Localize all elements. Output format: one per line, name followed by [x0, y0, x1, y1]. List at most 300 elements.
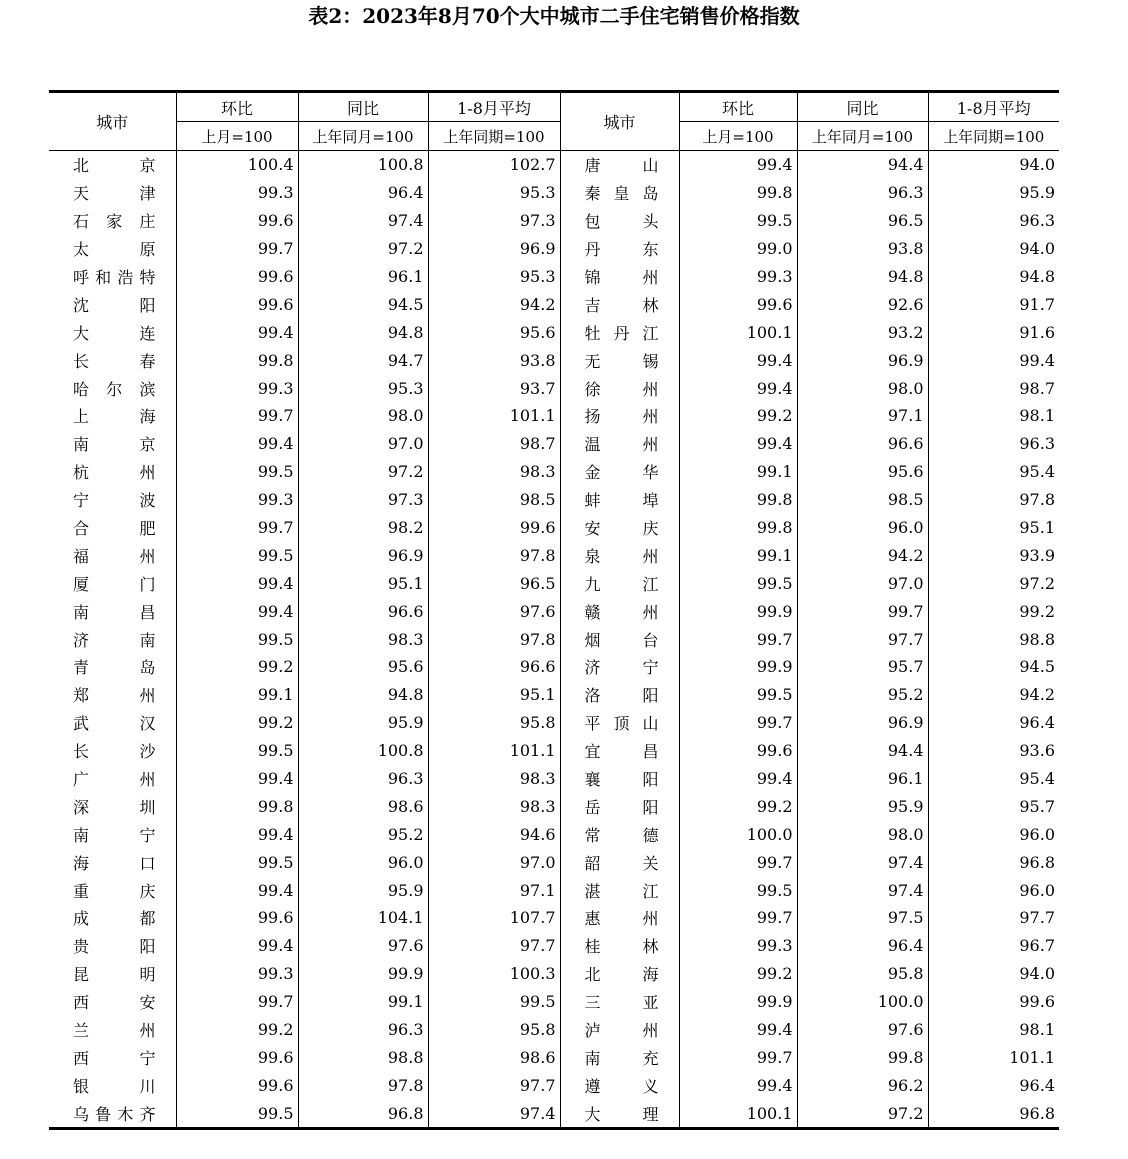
left-avg-cell: 95.3	[428, 263, 560, 291]
left-yoy-cell: 99.1	[298, 988, 428, 1016]
left-mom-cell: 99.5	[176, 458, 298, 486]
table-row	[49, 1099, 1059, 1128]
left-mom-cell: 99.2	[176, 1016, 298, 1044]
right-avg-cell: 96.3	[928, 430, 1059, 458]
right-yoy-cell: 96.5	[797, 207, 928, 235]
right-city-cell: 常 德	[560, 820, 679, 848]
table-row	[49, 318, 1059, 346]
left-mom-cell: 99.5	[176, 625, 298, 653]
table-row	[49, 235, 1059, 263]
right-avg-cell: 96.8	[928, 848, 1059, 876]
left-avg-cell: 98.7	[428, 430, 560, 458]
left-avg-cell: 97.8	[428, 541, 560, 569]
left-mom-cell: 99.5	[176, 541, 298, 569]
left-city-cell: 武 汉	[73, 714, 156, 734]
left-yoy-cell: 98.6	[298, 792, 428, 820]
subheader-avg-right: 上年同期=100	[928, 122, 1059, 151]
right-city-cell: 唐 山	[560, 151, 679, 179]
right-city-cell: 烟 台	[560, 625, 679, 653]
right-city-cell: 丹 东	[560, 235, 679, 263]
left-mom-cell: 99.6	[176, 290, 298, 318]
right-avg-cell: 94.2	[928, 681, 1059, 709]
left-yoy-cell: 97.2	[298, 458, 428, 486]
right-avg-cell: 95.4	[928, 765, 1059, 793]
left-city-cell: 昆 明	[73, 965, 156, 985]
right-mom-cell: 99.2	[679, 402, 797, 430]
right-avg-cell: 94.0	[928, 960, 1059, 988]
header-city-right: 城市	[560, 92, 679, 151]
right-yoy-cell: 98.0	[797, 374, 928, 402]
table-row	[49, 402, 1059, 430]
left-avg-cell: 101.1	[428, 402, 560, 430]
right-mom-cell: 99.6	[679, 737, 797, 765]
right-avg-cell: 96.4	[928, 709, 1059, 737]
right-yoy-cell: 94.4	[797, 737, 928, 765]
right-avg-cell: 96.7	[928, 932, 1059, 960]
left-avg-cell: 93.7	[428, 374, 560, 402]
left-city-cell: 宁 波	[73, 491, 156, 511]
left-mom-cell: 99.7	[176, 402, 298, 430]
table-row	[49, 290, 1059, 318]
left-yoy-cell: 97.2	[298, 235, 428, 263]
right-avg-cell: 91.7	[928, 290, 1059, 318]
right-avg-cell: 95.1	[928, 514, 1059, 542]
subheader-mom-right: 上月=100	[679, 122, 797, 151]
left-city-cell: 南 昌	[73, 602, 156, 622]
left-avg-cell: 96.9	[428, 235, 560, 263]
left-yoy-cell: 96.3	[298, 765, 428, 793]
right-avg-cell: 93.6	[928, 737, 1059, 765]
right-yoy-cell: 97.7	[797, 625, 928, 653]
right-yoy-cell: 96.1	[797, 765, 928, 793]
right-mom-cell: 100.1	[679, 318, 797, 346]
right-mom-cell: 99.9	[679, 653, 797, 681]
left-mom-cell: 99.3	[176, 486, 298, 514]
left-city-cell: 西 宁	[73, 1048, 156, 1068]
right-city-cell: 锦 州	[560, 263, 679, 291]
right-avg-cell: 97.8	[928, 486, 1059, 514]
right-yoy-cell: 95.2	[797, 681, 928, 709]
right-city-cell: 平顶山	[560, 709, 679, 737]
right-avg-cell: 99.6	[928, 988, 1059, 1016]
left-yoy-cell: 96.4	[298, 179, 428, 207]
left-yoy-cell: 100.8	[298, 737, 428, 765]
left-city-cell: 南 京	[73, 435, 156, 455]
left-yoy-cell: 95.1	[298, 569, 428, 597]
left-avg-cell: 97.1	[428, 876, 560, 904]
left-mom-cell: 99.8	[176, 346, 298, 374]
left-city-cell: 长 春	[73, 351, 156, 371]
right-city-cell: 温 州	[560, 430, 679, 458]
left-mom-cell: 99.7	[176, 514, 298, 542]
price-index-table	[49, 90, 1059, 1130]
table-row	[49, 486, 1059, 514]
right-city-cell: 洛 阳	[560, 681, 679, 709]
right-yoy-cell: 94.8	[797, 263, 928, 291]
table-row	[49, 625, 1059, 653]
left-avg-cell: 94.6	[428, 820, 560, 848]
left-avg-cell: 96.5	[428, 569, 560, 597]
right-mom-cell: 99.8	[679, 179, 797, 207]
left-city-cell: 深 圳	[73, 797, 156, 817]
left-mom-cell: 99.7	[176, 235, 298, 263]
right-yoy-cell: 97.1	[797, 402, 928, 430]
left-yoy-cell: 104.1	[298, 904, 428, 932]
left-avg-cell: 100.3	[428, 960, 560, 988]
left-yoy-cell: 94.5	[298, 290, 428, 318]
right-avg-cell: 96.8	[928, 1099, 1059, 1128]
right-avg-cell: 98.7	[928, 374, 1059, 402]
right-yoy-cell: 98.0	[797, 820, 928, 848]
right-avg-cell: 95.7	[928, 792, 1059, 820]
table-row	[49, 1071, 1059, 1099]
left-mom-cell: 99.4	[176, 597, 298, 625]
right-mom-cell: 99.4	[679, 765, 797, 793]
right-yoy-cell: 95.9	[797, 792, 928, 820]
table-row	[49, 263, 1059, 291]
table-row	[49, 207, 1059, 235]
right-mom-cell: 99.8	[679, 514, 797, 542]
right-mom-cell: 99.9	[679, 988, 797, 1016]
table-row	[49, 737, 1059, 765]
left-mom-cell: 99.4	[176, 876, 298, 904]
table-row	[49, 151, 1059, 179]
left-city-cell: 太 原	[73, 240, 156, 260]
left-mom-cell: 99.5	[176, 737, 298, 765]
left-yoy-cell: 97.0	[298, 430, 428, 458]
left-mom-cell: 99.6	[176, 263, 298, 291]
right-mom-cell: 99.2	[679, 960, 797, 988]
left-avg-cell: 95.1	[428, 681, 560, 709]
left-city-cell: 长 沙	[73, 742, 156, 762]
left-mom-cell: 100.4	[176, 151, 298, 179]
right-yoy-cell: 95.6	[797, 458, 928, 486]
right-mom-cell: 99.3	[679, 932, 797, 960]
right-mom-cell: 99.7	[679, 1044, 797, 1072]
header-yoy-left: 同比	[298, 92, 428, 122]
right-city-cell: 泉 州	[560, 541, 679, 569]
right-city-cell: 无 锡	[560, 346, 679, 374]
left-avg-cell: 99.5	[428, 988, 560, 1016]
left-city-cell: 郑 州	[73, 686, 156, 706]
left-city-cell: 乌鲁木齐	[49, 1099, 176, 1128]
right-yoy-cell: 96.9	[797, 709, 928, 737]
right-mom-cell: 99.4	[679, 151, 797, 179]
right-yoy-cell: 97.0	[797, 569, 928, 597]
left-avg-cell: 97.6	[428, 597, 560, 625]
right-avg-cell: 94.0	[928, 235, 1059, 263]
table-row	[49, 179, 1059, 207]
subheader-yoy-right: 上年同月=100	[797, 122, 928, 151]
right-mom-cell: 99.3	[679, 263, 797, 291]
table-row	[49, 569, 1059, 597]
left-avg-cell: 98.3	[428, 765, 560, 793]
table-row	[49, 653, 1059, 681]
left-city-cell: 西 安	[73, 993, 156, 1013]
table-row	[49, 597, 1059, 625]
right-mom-cell: 99.5	[679, 207, 797, 235]
left-yoy-cell: 94.8	[298, 318, 428, 346]
right-mom-cell: 99.1	[679, 541, 797, 569]
left-yoy-cell: 96.1	[298, 263, 428, 291]
right-yoy-cell: 100.0	[797, 988, 928, 1016]
left-mom-cell: 99.3	[176, 374, 298, 402]
subheader-mom-left: 上月=100	[176, 122, 298, 151]
left-yoy-cell: 96.8	[298, 1099, 428, 1128]
right-mom-cell: 99.9	[679, 597, 797, 625]
header-city-left: 城市	[49, 92, 176, 151]
left-city-cell: 石家庄	[73, 212, 156, 232]
left-avg-cell: 93.8	[428, 346, 560, 374]
right-mom-cell: 99.4	[679, 1016, 797, 1044]
left-city-cell: 合 肥	[73, 519, 156, 539]
right-yoy-cell: 97.2	[797, 1099, 928, 1128]
right-city-cell: 北 海	[560, 960, 679, 988]
right-yoy-cell: 95.8	[797, 960, 928, 988]
left-mom-cell: 99.3	[176, 179, 298, 207]
right-yoy-cell: 97.5	[797, 904, 928, 932]
right-avg-cell: 94.8	[928, 263, 1059, 291]
left-city-cell: 海 口	[73, 853, 156, 873]
right-avg-cell: 97.7	[928, 904, 1059, 932]
left-yoy-cell: 98.0	[298, 402, 428, 430]
right-city-cell: 遵 义	[560, 1071, 679, 1099]
right-yoy-cell: 94.2	[797, 541, 928, 569]
right-yoy-cell: 96.6	[797, 430, 928, 458]
left-mom-cell: 99.6	[176, 207, 298, 235]
right-mom-cell: 99.5	[679, 569, 797, 597]
table-row	[49, 681, 1059, 709]
left-yoy-cell: 95.9	[298, 876, 428, 904]
right-city-cell: 惠 州	[560, 904, 679, 932]
left-yoy-cell: 97.4	[298, 207, 428, 235]
right-yoy-cell: 95.7	[797, 653, 928, 681]
table-row	[49, 1044, 1059, 1072]
left-yoy-cell: 97.6	[298, 932, 428, 960]
left-yoy-cell: 97.8	[298, 1071, 428, 1099]
right-avg-cell: 94.5	[928, 653, 1059, 681]
right-avg-cell: 97.2	[928, 569, 1059, 597]
left-yoy-cell: 98.3	[298, 625, 428, 653]
right-yoy-cell: 93.2	[797, 318, 928, 346]
right-yoy-cell: 97.4	[797, 876, 928, 904]
left-avg-cell: 95.6	[428, 318, 560, 346]
right-city-cell: 岳 阳	[560, 792, 679, 820]
subheader-avg-left: 上年同期=100	[428, 122, 560, 151]
left-yoy-cell: 99.9	[298, 960, 428, 988]
left-city-cell: 福 州	[73, 546, 156, 566]
table-row	[49, 792, 1059, 820]
page-title: 表2：2023年8月70个大中城市二手住宅销售价格指数	[308, 4, 800, 28]
left-mom-cell: 99.5	[176, 848, 298, 876]
right-city-cell: 湛 江	[560, 876, 679, 904]
right-yoy-cell: 93.8	[797, 235, 928, 263]
header-avg-right: 1-8月平均	[928, 92, 1059, 122]
right-mom-cell: 99.4	[679, 430, 797, 458]
left-avg-cell: 97.4	[428, 1099, 560, 1128]
right-avg-cell: 101.1	[928, 1044, 1059, 1072]
right-mom-cell: 99.7	[679, 848, 797, 876]
right-yoy-cell: 96.9	[797, 346, 928, 374]
right-avg-cell: 98.1	[928, 402, 1059, 430]
right-mom-cell: 99.7	[679, 904, 797, 932]
right-city-cell: 大 理	[560, 1099, 679, 1128]
right-city-cell: 韶 关	[560, 848, 679, 876]
right-avg-cell: 98.1	[928, 1016, 1059, 1044]
left-avg-cell: 98.3	[428, 458, 560, 486]
left-yoy-cell: 95.9	[298, 709, 428, 737]
table-row	[49, 904, 1059, 932]
table-row	[49, 514, 1059, 542]
table-row	[49, 988, 1059, 1016]
right-mom-cell: 99.7	[679, 625, 797, 653]
right-yoy-cell: 92.6	[797, 290, 928, 318]
right-yoy-cell: 99.7	[797, 597, 928, 625]
left-avg-cell: 99.6	[428, 514, 560, 542]
left-mom-cell: 99.4	[176, 932, 298, 960]
left-mom-cell: 99.4	[176, 430, 298, 458]
left-city-cell: 广 州	[73, 770, 156, 790]
right-mom-cell: 99.2	[679, 792, 797, 820]
right-city-cell: 吉 林	[560, 290, 679, 318]
right-mom-cell: 99.4	[679, 1071, 797, 1099]
left-avg-cell: 97.7	[428, 1071, 560, 1099]
header-mom-left: 环比	[176, 92, 298, 122]
right-city-cell: 宜 昌	[560, 737, 679, 765]
right-mom-cell: 99.6	[679, 290, 797, 318]
left-mom-cell: 99.4	[176, 569, 298, 597]
right-mom-cell: 99.5	[679, 681, 797, 709]
right-city-cell: 徐 州	[560, 374, 679, 402]
table-row	[49, 820, 1059, 848]
left-mom-cell: 99.7	[176, 988, 298, 1016]
left-mom-cell: 99.3	[176, 960, 298, 988]
right-mom-cell: 99.4	[679, 346, 797, 374]
right-city-cell: 南 充	[560, 1044, 679, 1072]
left-city-cell: 天 津	[73, 184, 156, 204]
right-city-cell: 襄 阳	[560, 765, 679, 793]
table-row	[49, 848, 1059, 876]
right-avg-cell: 98.8	[928, 625, 1059, 653]
left-city-cell: 沈 阳	[73, 295, 156, 315]
right-yoy-cell: 96.4	[797, 932, 928, 960]
right-avg-cell: 99.4	[928, 346, 1059, 374]
table-row	[49, 430, 1059, 458]
right-mom-cell: 99.8	[679, 486, 797, 514]
left-yoy-cell: 94.8	[298, 681, 428, 709]
left-city-cell: 重 庆	[73, 881, 156, 901]
right-city-cell: 济 宁	[560, 653, 679, 681]
header-avg-left: 1-8月平均	[428, 92, 560, 122]
right-yoy-cell: 97.6	[797, 1016, 928, 1044]
left-yoy-cell: 97.3	[298, 486, 428, 514]
right-yoy-cell: 98.5	[797, 486, 928, 514]
left-mom-cell: 99.4	[176, 765, 298, 793]
right-avg-cell: 91.6	[928, 318, 1059, 346]
left-city-cell: 哈尔滨	[73, 379, 156, 399]
left-yoy-cell: 96.9	[298, 541, 428, 569]
right-city-cell: 泸 州	[560, 1016, 679, 1044]
right-avg-cell: 94.0	[928, 151, 1059, 179]
right-yoy-cell: 97.4	[797, 848, 928, 876]
header-mom-right: 环比	[679, 92, 797, 122]
left-city-cell: 济 南	[73, 630, 156, 650]
table-row	[49, 765, 1059, 793]
left-mom-cell: 99.2	[176, 653, 298, 681]
left-yoy-cell: 96.6	[298, 597, 428, 625]
table-row	[49, 932, 1059, 960]
left-avg-cell: 102.7	[428, 151, 560, 179]
right-avg-cell: 93.9	[928, 541, 1059, 569]
table-row	[49, 541, 1059, 569]
right-city-cell: 桂 林	[560, 932, 679, 960]
left-mom-cell: 99.1	[176, 681, 298, 709]
right-mom-cell: 99.4	[679, 374, 797, 402]
left-avg-cell: 97.3	[428, 207, 560, 235]
left-avg-cell: 101.1	[428, 737, 560, 765]
right-yoy-cell: 96.3	[797, 179, 928, 207]
right-city-cell: 安 庆	[560, 514, 679, 542]
left-avg-cell: 98.6	[428, 1044, 560, 1072]
right-avg-cell: 99.2	[928, 597, 1059, 625]
right-avg-cell: 96.3	[928, 207, 1059, 235]
left-yoy-cell: 96.0	[298, 848, 428, 876]
left-avg-cell: 95.3	[428, 179, 560, 207]
right-yoy-cell: 96.0	[797, 514, 928, 542]
left-yoy-cell: 95.6	[298, 653, 428, 681]
left-avg-cell: 96.6	[428, 653, 560, 681]
table-body	[49, 151, 1059, 1129]
left-mom-cell: 99.6	[176, 1071, 298, 1099]
left-yoy-cell: 94.7	[298, 346, 428, 374]
right-yoy-cell: 99.8	[797, 1044, 928, 1072]
left-yoy-cell: 98.2	[298, 514, 428, 542]
left-yoy-cell: 96.3	[298, 1016, 428, 1044]
right-mom-cell: 100.1	[679, 1099, 797, 1128]
left-mom-cell: 99.6	[176, 1044, 298, 1072]
left-city-cell: 南 宁	[73, 825, 156, 845]
right-mom-cell: 100.0	[679, 820, 797, 848]
subheader-yoy-left: 上年同月=100	[298, 122, 428, 151]
table-row	[49, 876, 1059, 904]
right-city-cell: 赣 州	[560, 597, 679, 625]
table-row	[49, 374, 1059, 402]
right-avg-cell: 95.4	[928, 458, 1059, 486]
left-city-cell: 贵 阳	[73, 937, 156, 957]
left-yoy-cell: 95.2	[298, 820, 428, 848]
left-avg-cell: 94.2	[428, 290, 560, 318]
left-city-cell: 上 海	[73, 407, 156, 427]
left-avg-cell: 98.3	[428, 792, 560, 820]
left-avg-cell: 95.8	[428, 709, 560, 737]
right-city-cell: 包 头	[560, 207, 679, 235]
left-city-cell: 杭 州	[73, 463, 156, 483]
right-city-cell: 蚌 埠	[560, 486, 679, 514]
right-avg-cell: 96.4	[928, 1071, 1059, 1099]
table-row	[49, 709, 1059, 737]
left-yoy-cell: 98.8	[298, 1044, 428, 1072]
left-mom-cell: 99.8	[176, 792, 298, 820]
right-yoy-cell: 94.4	[797, 151, 928, 179]
left-avg-cell: 98.5	[428, 486, 560, 514]
left-avg-cell: 97.7	[428, 932, 560, 960]
right-mom-cell: 99.7	[679, 709, 797, 737]
right-city-cell: 牡丹江	[560, 318, 679, 346]
left-city-cell: 兰 州	[73, 1021, 156, 1041]
left-avg-cell: 97.8	[428, 625, 560, 653]
left-city-cell: 成 都	[73, 909, 156, 929]
table-row	[49, 346, 1059, 374]
